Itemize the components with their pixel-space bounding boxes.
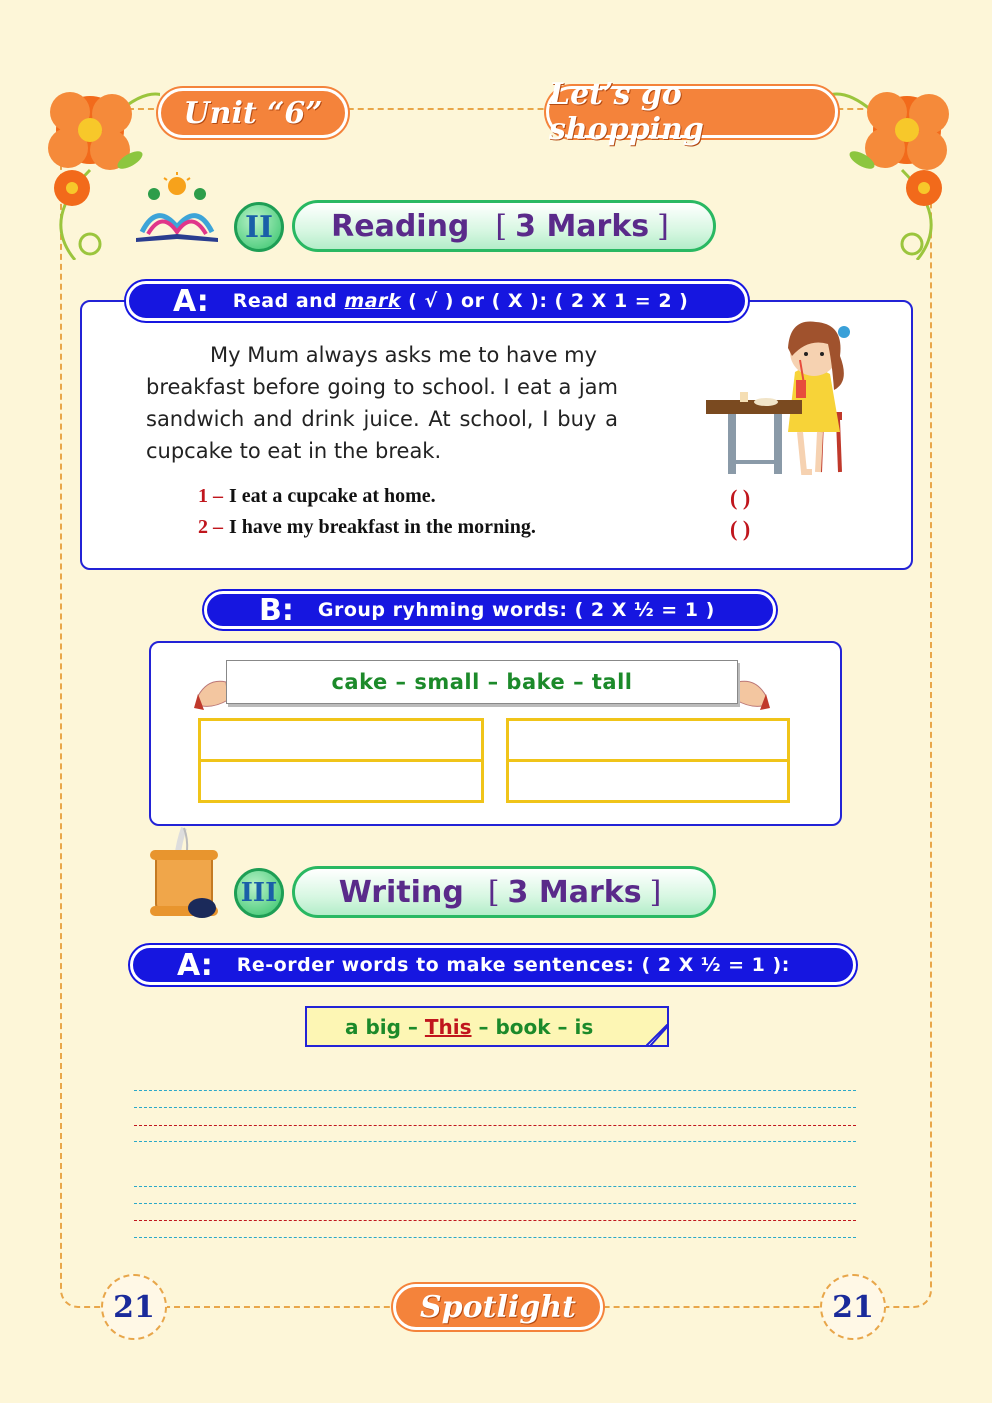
writing-line: [134, 1141, 856, 1142]
writing-a-bar: [130, 945, 856, 985]
statement-1: 1 – I eat a cupcake at home.: [198, 485, 436, 507]
statement-2: 2 – I have my breakfast in the morning.: [198, 516, 536, 538]
folded-corner-icon: [646, 1024, 670, 1048]
writing-line: [134, 1090, 856, 1091]
brand-label: Spotlight: [393, 1284, 603, 1330]
writing-baseline[interactable]: [134, 1220, 856, 1221]
reading-book-icon: [132, 172, 222, 244]
reading-a-letter: A:: [173, 283, 209, 319]
flower-corner-right-icon: [832, 60, 972, 260]
writing-line: [134, 1237, 856, 1238]
writing-line: [134, 1203, 856, 1204]
writing-a-letter: A:: [177, 947, 213, 983]
answer-cell-2[interactable]: [198, 759, 484, 803]
unit-label: Unit “6”: [158, 88, 348, 138]
writing-a-instruction: Re-order words to make sentences: ( 2 X ½ = 1 ):: [236, 954, 790, 976]
writing-marks: 3 Marks: [507, 874, 642, 910]
topic-label: Let’s go shopping: [546, 86, 838, 138]
answer-cell-1[interactable]: [198, 718, 484, 762]
reading-b-instruction: Group ryhming words: ( 2 X ½ = 1 ): [317, 599, 715, 621]
reading-a-instruction: Read and mark ( √ ) or ( X ): ( 2 X 1 = 2 ): [232, 290, 689, 312]
page-number-right: 21: [820, 1274, 886, 1340]
writing-baseline[interactable]: [134, 1125, 856, 1126]
answer-box-2[interactable]: ( ): [730, 516, 751, 541]
reading-title: Reading: [331, 208, 470, 244]
reading-b-bar: [204, 591, 776, 629]
writing-line: [134, 1186, 856, 1187]
writing-title-pill: Writing [ 3 Marks ]: [292, 866, 716, 918]
reading-numeral: II: [234, 202, 284, 252]
scrambled-words-card: a big – This – book – is: [305, 1006, 669, 1047]
scroll-quill-icon: [144, 826, 224, 922]
reading-a-bar: [126, 281, 748, 321]
reading-marks: 3 Marks: [515, 208, 650, 244]
page-number-left: 21: [101, 1274, 167, 1340]
answer-cell-3[interactable]: [506, 718, 790, 762]
girl-breakfast-illustration-icon: [700, 312, 870, 482]
reading-b-letter: B:: [259, 592, 294, 628]
reading-passage: My Mum always asks me to have my breakfast before going to school. I eat a jam sandwich and drink juice. At school, I buy a cupcake to eat in the break.: [146, 343, 618, 463]
answer-box-1[interactable]: ( ): [730, 485, 751, 510]
answer-cell-4[interactable]: [506, 759, 790, 803]
writing-line: [134, 1107, 856, 1108]
writing-numeral: III: [234, 868, 284, 918]
word-bank: cake – small – bake – tall: [226, 660, 738, 704]
reading-title-pill: Reading [ 3 Marks ]: [292, 200, 716, 252]
writing-title: Writing: [338, 874, 464, 910]
